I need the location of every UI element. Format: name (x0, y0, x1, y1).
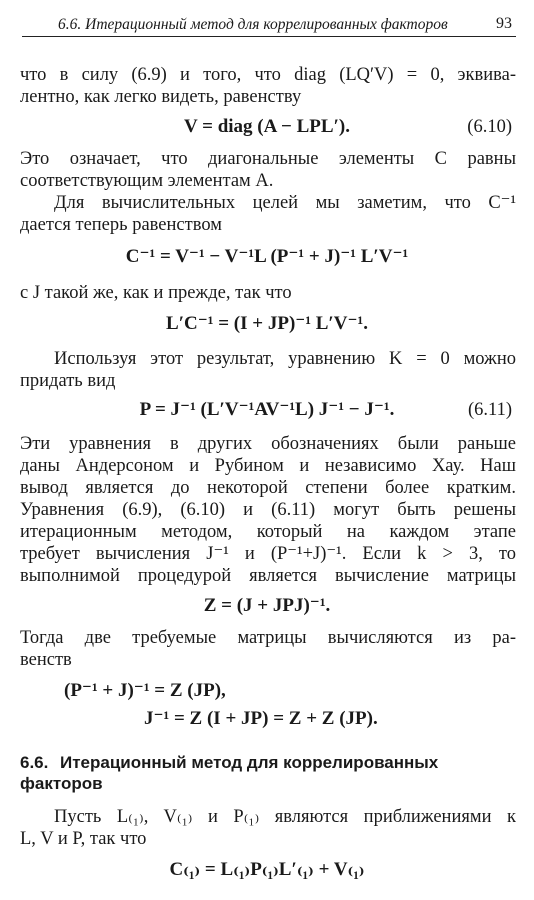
equation-6-10: V = diag (A − LPL′). (184, 116, 350, 137)
text-line: Для вычислительных целей мы заметим, что C⁻¹ (54, 193, 516, 213)
text-line: дается теперь равенством (20, 215, 222, 235)
text-line: Эти уравнения в других обозначениях были раньше (20, 434, 516, 454)
text-line: даны Андерсоном и Рубином и независимо Хау. Наш (20, 456, 516, 476)
text-line: итерационным методом, который на каждом этапе (20, 522, 516, 542)
equation-6-11: P = J⁻¹ (L′V⁻¹AV⁻¹L) J⁻¹ − J⁻¹. (139, 399, 395, 420)
text-line: Это означает, что диагональные элементы C равны (20, 149, 516, 169)
text-line: лентно, как легко видеть, равенству (20, 87, 302, 107)
equation-number: (6.11) (467, 400, 512, 420)
text-line: требует вычисления J⁻¹ и (P⁻¹+J)⁻¹. Если k > 3, то (20, 544, 516, 564)
equation-p-plus-j-inverse: (P⁻¹ + J)⁻¹ = Z (JP), (64, 680, 226, 701)
text-line: Уравнения (6.9), (6.10) и (6.11) могут быть решены (20, 500, 516, 520)
equation-z: Z = (J + JPJ)⁻¹. (203, 595, 331, 616)
section-number: 6.6. (20, 753, 49, 772)
text-line: L, V и P, так что (20, 829, 147, 849)
text-line: Используя этот результат, уравнению K = 0 можно (54, 349, 516, 369)
text-line: вывод является до некоторой степени более кратким. (20, 478, 516, 498)
running-head (22, 14, 516, 37)
equation-number: (6.10) (467, 117, 512, 137)
page-number: 93 (496, 15, 512, 32)
text-line: придать вид (20, 371, 116, 391)
text-line: Пусть L₍₁₎, V₍₁₎ и P₍₁₎ являются приближениями к (54, 807, 516, 827)
text-line: венств (20, 650, 72, 670)
equation-c-inverse: C⁻¹ = V⁻¹ − V⁻¹L (P⁻¹ + J)⁻¹ L′V⁻¹ (125, 246, 409, 267)
equation-c1: C₍₁₎ = L₍₁₎P₍₁₎L′₍₁₎ + V₍₁₎ (169, 859, 365, 880)
text-line: соответствующим элементам A. (20, 171, 274, 191)
running-head-title: 6.6. Итерационный метод для коррелированных факторов (58, 16, 448, 33)
section-heading (20, 752, 520, 774)
text-line: выполнимой процедурой является вычисление матрицы (20, 566, 516, 586)
section-title: Итерационный метод для коррелированных (60, 753, 439, 772)
section-heading-continued: факторов (20, 774, 103, 793)
equation-j-inverse: J⁻¹ = Z (I + JP) = Z + Z (JP). (144, 708, 378, 729)
text-line: с J такой же, как и прежде, так что (20, 283, 292, 303)
text-line: что в силу (6.9) и того, что diag (LQ′V) = 0, эквива- (20, 65, 516, 85)
text-line: Тогда две требуемые матрицы вычисляются из ра- (20, 628, 516, 648)
equation-lc-inverse: L′C⁻¹ = (I + JP)⁻¹ L′V⁻¹. (166, 313, 368, 334)
